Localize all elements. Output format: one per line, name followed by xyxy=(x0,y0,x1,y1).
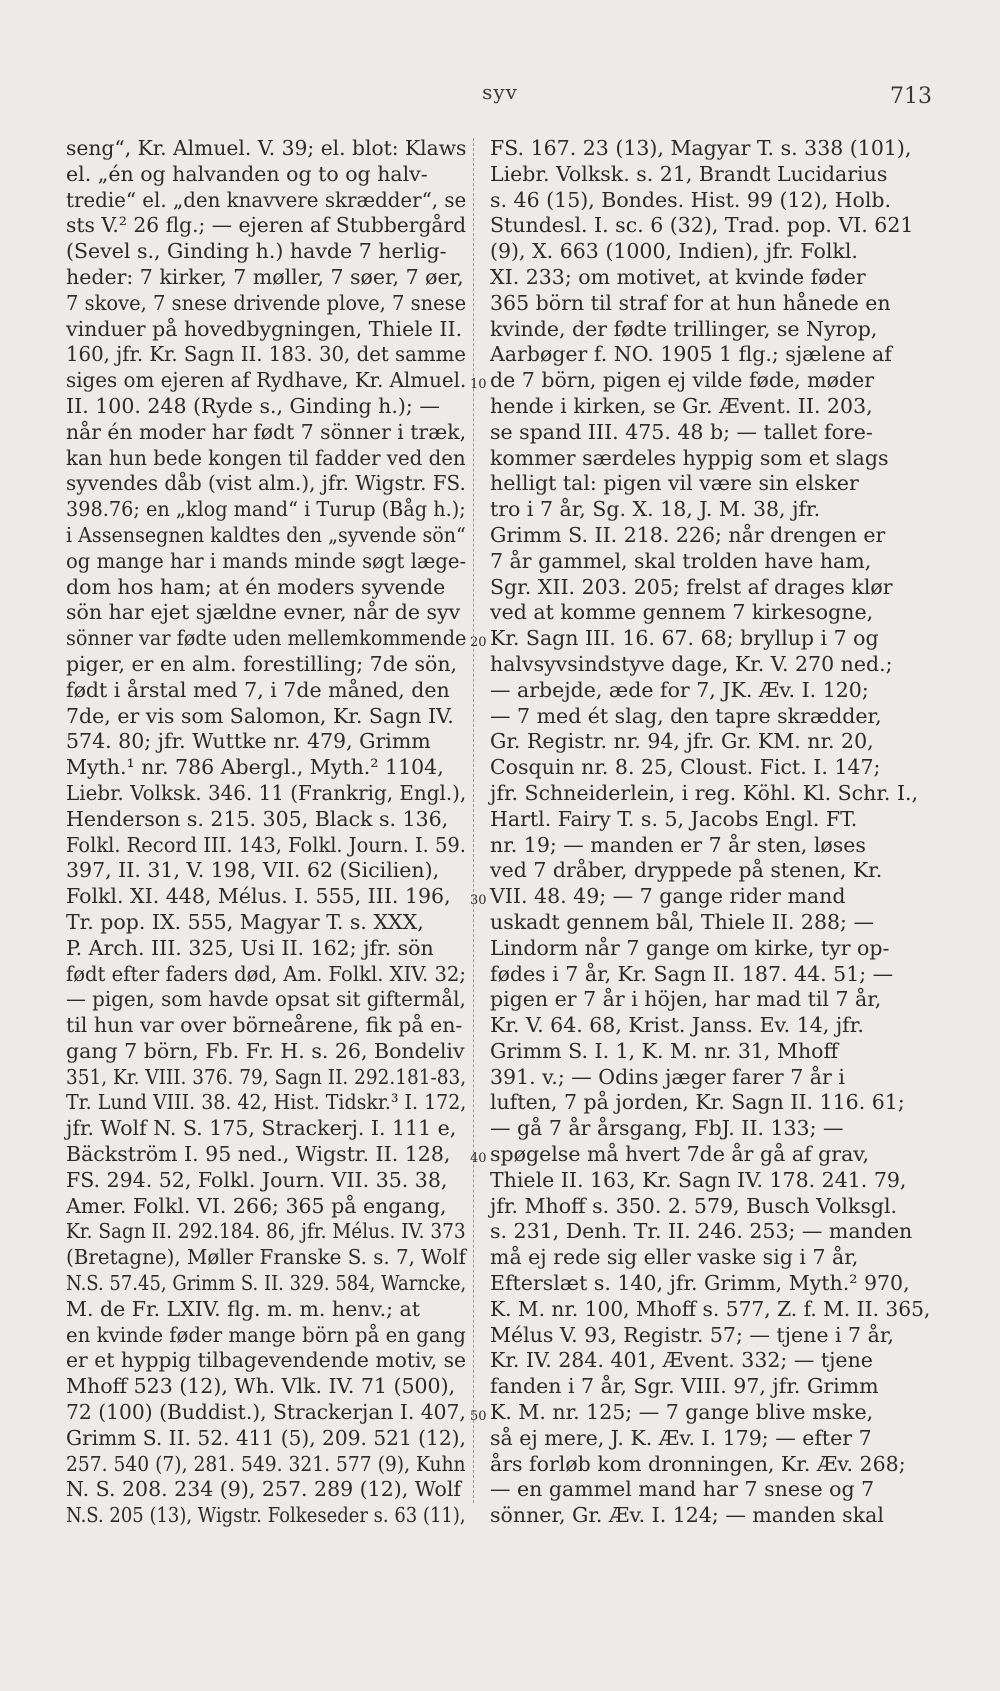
text-line: Henderson s. 215. 305, Black s. 136, xyxy=(66,806,449,831)
text-line: Bäckström I. 95 ned., Wigstr. II. 128, xyxy=(66,1142,451,1167)
text-line: ved at komme gennem 7 kirkesogne, xyxy=(490,600,874,625)
right-column xyxy=(490,136,930,1529)
text-line: kommer særdeles hyppig som et slags xyxy=(490,445,889,470)
text-line: luften, 7 på jorden, Kr. Sagn II. 116. 61; xyxy=(490,1090,905,1115)
text-line: (Sevel s., Ginding h.) havde 7 herlig- xyxy=(66,239,447,264)
text-line: pigen er 7 år i höjen, har mad til 7 år, xyxy=(490,987,882,1012)
text-line: kvinde, der fødte trillinger, se Nyrop, xyxy=(490,316,878,341)
text-line: en kvinde føder mange börn på en gang xyxy=(66,1322,466,1347)
text-line: 391. v.; — Odins jæger farer 7 år i xyxy=(490,1064,845,1089)
text-line: 351, Kr. VIII. 376. 79, Sagn II. 292.181-83, xyxy=(66,1064,467,1089)
text-line: K. M. nr. 100, Mhoff s. 577, Z. f. M. II. 365, xyxy=(490,1296,931,1321)
text-line: syvendes dåb (vist alm.), jfr. Wigstr. FS. xyxy=(66,471,466,496)
text-line: M. de Fr. LXIV. flg. m. m. henv.; at xyxy=(66,1296,421,1321)
text-line: seng“, Kr. Almuel. V. 39; el. blot: Klaws xyxy=(66,136,467,160)
line-marker: 50 xyxy=(470,1409,487,1425)
text-line: halvsyvsindstyve dage, Kr. V. 270 ned.; xyxy=(490,651,893,676)
running-head: syv xyxy=(482,80,518,104)
text-line: Myth.¹ nr. 786 Abergl., Myth.² 1104, xyxy=(66,755,444,780)
text-line: s. 46 (15), Bondes. Hist. 99 (12), Holb. xyxy=(490,187,892,212)
text-line: Gr. Registr. nr. 94, jfr. Gr. KM. nr. 20, xyxy=(490,729,874,754)
text-line: Hartl. Fairy T. s. 5, Jacobs Engl. FT. xyxy=(490,806,858,831)
text-line: spøgelse må hvert 7de år gå af grav, xyxy=(490,1142,869,1167)
text-line: tro i 7 år, Sg. X. 18, J. M. 38, jfr. xyxy=(490,497,821,522)
text-line: 397, II. 31, V. 198, VII. 62 (Sicilien), xyxy=(66,858,440,883)
text-line: — en gammel mand har 7 snese og 7 xyxy=(490,1477,875,1502)
text-line: vinduer på hovedbygningen, Thiele II. xyxy=(66,316,463,341)
text-line: må ej rede sig eller vaske sig i 7 år, xyxy=(490,1245,859,1270)
text-line: Grimm S. II. 52. 411 (5), 209. 521 (12), xyxy=(66,1425,466,1450)
text-line: sönner var fødte uden mellemkommende xyxy=(66,626,467,651)
text-line: Kr. IV. 284. 401, Ævent. 332; — tjene xyxy=(490,1348,873,1373)
text-line: Lindorm når 7 gange om kirke, tyr op- xyxy=(490,935,890,960)
text-line: Folkl. XI. 448, Mélus. I. 555, III. 196, xyxy=(66,884,451,909)
text-line: Grimm S. II. 218. 226; når drengen er xyxy=(490,522,886,547)
text-line: se spand III. 475. 48 b; — tallet fore- xyxy=(490,419,873,444)
text-line: — 7 med ét slag, den tapre skrædder, xyxy=(490,703,882,728)
text-line: 365 börn til straf for at hun hånede en xyxy=(490,290,891,315)
text-line: Aarbøger f. NO. 1905 1 flg.; sjælene af xyxy=(490,342,892,367)
text-line: Stundesl. I. sc. 6 (32), Trad. pop. VI. 621 xyxy=(490,213,914,238)
line-marker: 10 xyxy=(470,377,487,393)
text-line: (Bretagne), Møller Franske S. s. 7, Wolf xyxy=(66,1245,467,1270)
text-line: Tr. Lund VIII. 38. 42, Hist. Tidskr.³ I. 172, xyxy=(66,1090,467,1115)
text-line: 7de, er vis som Salomon, Kr. Sagn IV. xyxy=(66,703,454,728)
text-line: 7 skove, 7 snese drivende plove, 7 snese xyxy=(66,290,467,315)
text-line: Kr. Sagn III. 16. 67. 68; bryllup i 7 og xyxy=(490,626,879,651)
text-line: Liebr. Volksk. 346. 11 (Frankrig, Engl.), xyxy=(66,780,467,805)
text-line: helligt tal: pigen vil være sin elsker xyxy=(490,471,859,496)
text-line: N.S. 205 (13), Wigstr. Folkeseder s. 63 (11), xyxy=(66,1503,466,1528)
text-line: N. S. 208. 234 (9), 257. 289 (12), Wolf xyxy=(66,1477,461,1502)
text-line: Liebr. Volksk. s. 21, Brandt Lucidarius xyxy=(490,161,888,186)
text-line: 7 år gammel, skal trolden have ham, xyxy=(490,548,872,573)
text-line: de 7 börn, pigen ej vilde føde, møder xyxy=(490,368,875,393)
text-line: piger, er en alm. forestilling; 7de sön, xyxy=(66,651,458,676)
text-line: Efterslæt s. 140, jfr. Grimm, Myth.² 970, xyxy=(490,1271,910,1296)
text-line: født efter faders død, Am. Folkl. XIV. 32; xyxy=(66,961,466,986)
text-line: Tr. pop. IX. 555, Magyar T. s. XXX, xyxy=(66,909,424,934)
text-line: 160, jfr. Kr. Sagn II. 183. 30, det samme xyxy=(66,342,466,367)
text-line: el. „én og halvanden og to og halv- xyxy=(66,161,428,186)
text-line: FS. 167. 23 (13), Magyar T. s. 338 (101), xyxy=(490,136,912,160)
text-line: Kr. Sagn II. 292.184. 86, jfr. Mélus. IV. 373 xyxy=(66,1219,466,1244)
text-line: FS. 294. 52, Folkl. Journ. VII. 35. 38, xyxy=(66,1167,448,1192)
text-line: nr. 19; — manden er 7 år sten, løses xyxy=(490,832,866,857)
text-line: Folkl. Record III. 143, Folkl. Journ. I. 59. xyxy=(66,832,466,857)
text-line: XI. 233; om motivet, at kvinde føder xyxy=(490,264,866,289)
text-line: s. 231, Denh. Tr. II. 246. 253; — manden xyxy=(490,1219,913,1244)
text-line: sts V.² 26 flg.; — ejeren af Stubbergård xyxy=(66,213,467,238)
text-line: født i årstal med 7, i 7de måned, den xyxy=(66,677,450,702)
text-line: 574. 80; jfr. Wuttke nr. 479, Grimm xyxy=(66,729,431,754)
text-line: kan hun bede kongen til fadder ved den xyxy=(66,445,466,470)
text-line: så ej mere, J. K. Æv. I. 179; — efter 7 xyxy=(490,1425,872,1450)
text-line: jfr. Wolf N. S. 175, Strackerj. I. 111 e, xyxy=(66,1116,457,1141)
text-line: siges om ejeren af Rydhave, Kr. Almuel. xyxy=(66,368,467,393)
text-line: og mange har i mands minde søgt læge- xyxy=(66,548,467,573)
page-number: 713 xyxy=(890,84,932,109)
text-line: — arbejde, æde for 7, JK. Æv. I. 120; xyxy=(490,677,869,702)
text-line: Amer. Folkl. VI. 266; 365 på engang, xyxy=(66,1193,447,1218)
line-marker: 30 xyxy=(470,893,487,909)
text-line: 398.76; en „klog mand“ i Turup (Båg h.); xyxy=(66,497,466,522)
text-line: (9), X. 663 (1000, Indien), jfr. Folkl. xyxy=(490,239,858,264)
text-line: — gå 7 år årsgang, FbJ. II. 133; — xyxy=(490,1116,844,1141)
text-line: ved 7 dråber, dryppede på stenen, Kr. xyxy=(490,858,883,883)
text-line: Mélus V. 93, Registr. 57; — tjene i 7 år, xyxy=(490,1322,894,1347)
line-marker: 40 xyxy=(470,1151,487,1167)
text-line: når én moder har født 7 sönner i træk, xyxy=(66,419,467,444)
text-line: P. Arch. III. 325, Usi II. 162; jfr. sön xyxy=(66,935,434,960)
text-line: er et hyppig tilbagevendende motiv, se xyxy=(66,1348,467,1373)
text-line: i Assensegnen kaldtes den „syvende sön“ xyxy=(66,522,466,547)
text-line: jfr. Schneiderlein, i reg. Köhl. Kl. Schr. I., xyxy=(490,780,919,805)
text-line: dom hos ham; at én moders syvende xyxy=(66,574,446,599)
text-line: sönner, Gr. Æv. I. 124; — manden skal xyxy=(490,1503,884,1528)
text-line: jfr. Mhoff s. 350. 2. 579, Busch Volksgl. xyxy=(490,1193,898,1218)
text-line: K. M. nr. 125; — 7 gange blive mske, xyxy=(490,1400,874,1425)
text-line: Cosquin nr. 8. 25, Cloust. Fict. I. 147; xyxy=(490,755,881,780)
line-marker: 20 xyxy=(470,635,487,651)
text-line: II. 100. 248 (Ryde s., Ginding h.); — xyxy=(66,393,440,418)
text-line: Grimm S. I. 1, K. M. nr. 31, Mhoff xyxy=(490,1038,839,1063)
column-divider xyxy=(473,138,475,1503)
text-line: Kr. V. 64. 68, Krist. Janss. Ev. 14, jfr. xyxy=(490,1013,864,1038)
text-line: fanden i 7 år, Sgr. VIII. 97, jfr. Grimm xyxy=(490,1374,879,1399)
left-column xyxy=(66,136,466,1529)
text-line: Thiele II. 163, Kr. Sagn IV. 178. 241. 79, xyxy=(490,1167,907,1192)
text-line: — pigen, som havde opsat sit giftermål, xyxy=(66,987,466,1012)
text-line: hende i kirken, se Gr. Ævent. II. 203, xyxy=(490,393,873,418)
text-line: Mhoff 523 (12), Wh. Vlk. IV. 71 (500), xyxy=(66,1374,456,1399)
text-line: 257. 540 (7), 281. 549. 321. 577 (9), Kuhn xyxy=(66,1451,466,1476)
text-line: heder: 7 kirker, 7 møller, 7 søer, 7 øer, xyxy=(66,264,464,289)
text-line: uskadt gennem bål, Thiele II. 288; — xyxy=(490,909,874,934)
text-line: gang 7 börn, Fb. Fr. H. s. 26, Bondeliv xyxy=(66,1038,465,1063)
text-line: Sgr. XII. 203. 205; frelst af drages klør xyxy=(490,574,893,599)
text-line: års forløb kom dronningen, Kr. Æv. 268; xyxy=(490,1451,906,1476)
text-line: VII. 48. 49; — 7 gange rider mand xyxy=(490,884,846,909)
text-line: sön har ejet sjældne evner, når de syv xyxy=(66,600,461,625)
text-line: tredie“ el. „den knavvere skrædder“, se xyxy=(66,187,467,212)
text-line: til hun var over börneårene, fik på en- xyxy=(66,1013,463,1038)
text-line: fødes i 7 år, Kr. Sagn II. 187. 44. 51; — xyxy=(490,961,894,986)
text-line: 72 (100) (Buddist.), Strackerjan I. 407, xyxy=(66,1400,466,1425)
text-line: N.S. 57.45, Grimm S. II. 329. 584, Warncke, xyxy=(66,1271,467,1296)
